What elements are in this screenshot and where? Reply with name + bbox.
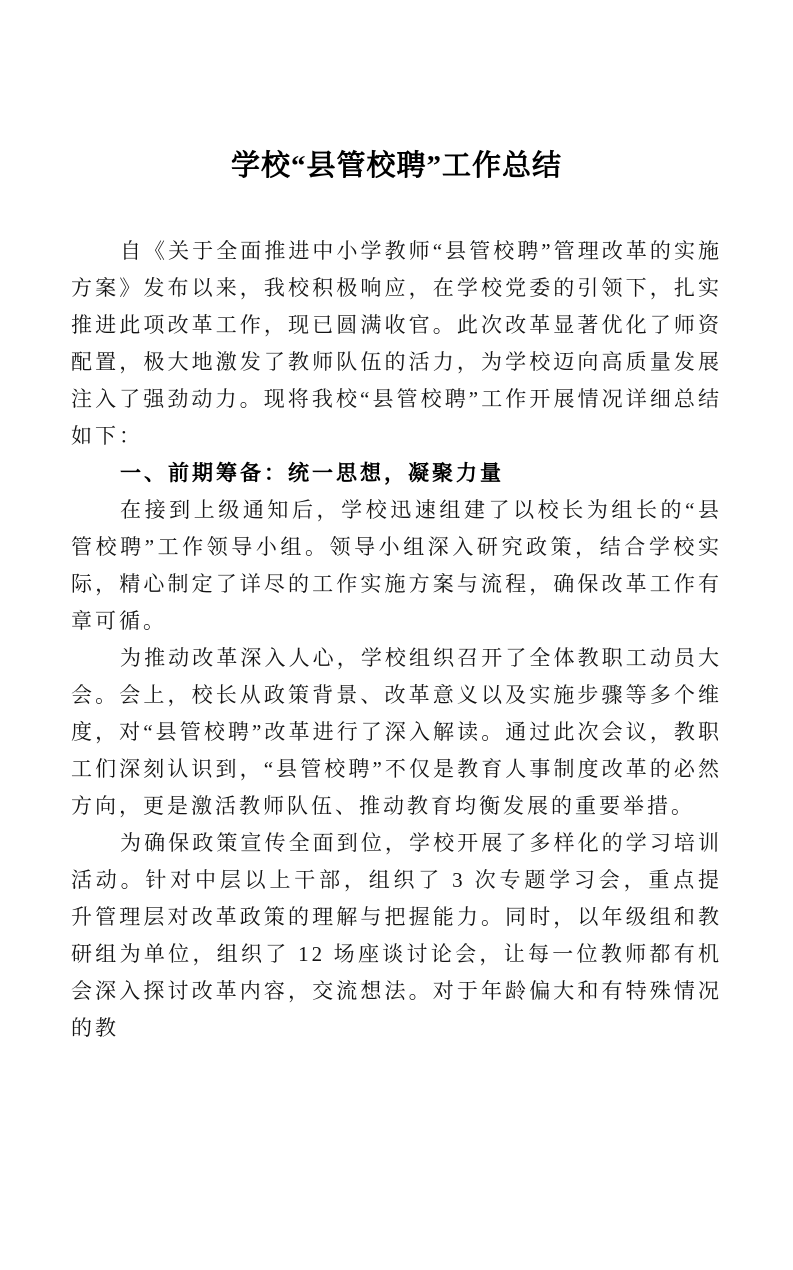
paragraph-3: 为推动改革深入人心，学校组织召开了全体教职工动员大会。会上，校长从政策背景、改革意义以及实施步骤等多个维度，对“县管校聘”改革进行了深入解读。通过此次会议，教职工们深刻认识到，“县管校聘”不仅是教育人事制度改革的必然方向，更是激活教师队伍、推动教育均衡发展的重要举措。 (71, 646, 722, 818)
document-title: 学校“县管校聘”工作总结 (230, 150, 562, 182)
paragraph-intro: 自《关于全面推进中小学教师“县管校聘”管理改革的实施方案》发布以来，我校积极响应，在学校党委的引领下，扎实推进此项改革工作，现已圆满收官。此次改革显著优化了师资配置，极大地激发了教师队伍的活力，为学校迈向高质量发展注入了强劲动力。现将我校“县管校聘”工作开展情况详细总结如下： (71, 239, 722, 448)
section-heading-1: 一、前期筹备：统一思想，凝聚力量 (120, 461, 504, 485)
paragraph-2: 在接到上级通知后，学校迅速组建了以校长为组长的“县管校聘”工作领导小组。领导小组深入研究政策，结合学校实际，精心制定了详尽的工作实施方案与流程，确保改革工作有章可循。 (71, 498, 722, 633)
document-body (71, 233, 722, 1047)
document-page (0, 148, 793, 1270)
paragraph-4: 为确保政策宣传全面到位，学校开展了多样化的学习培训活动。针对中层以上干部，组织了 3 次专题学习会，重点提升管理层对改革政策的理解与把握能力。同时，以年级组和教研组为单位，组织了 12 场座谈讨论会，让每一位教师都有机会深入探讨改革内容，交流想法。对于年龄偏大和有特殊情况的教 (71, 831, 722, 1040)
